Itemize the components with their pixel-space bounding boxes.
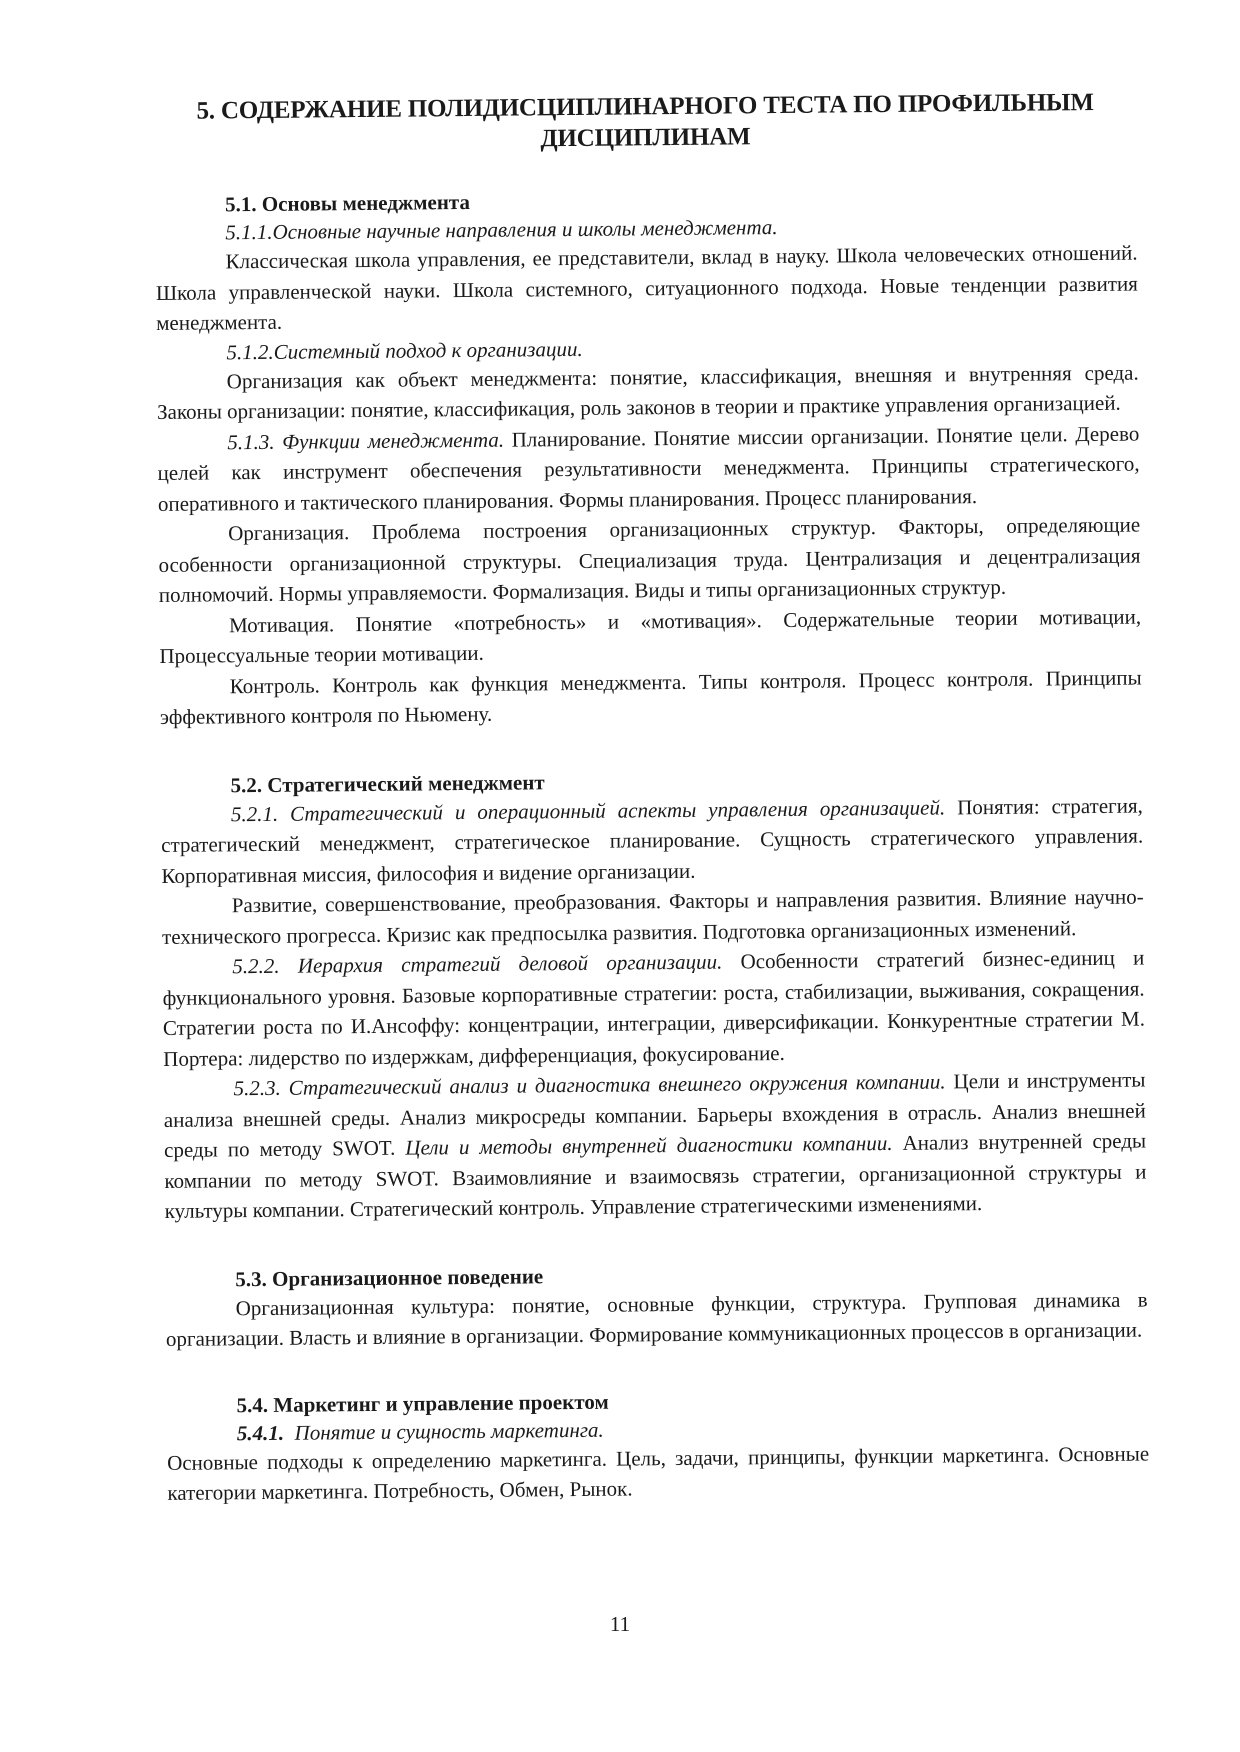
paragraph: Основные подходы к определению маркетинга. Цель, задачи, принципы, функции маркетинга. Основные категории маркетинга. Потребность, Обмен, Рынок.: [167, 1441, 1150, 1505]
document-title: 5. СОДЕРЖАНИЕ ПОЛИДИСЦИПЛИНАРНОГО ТЕСТА ПО ПРОФИЛЬНЫМ ДИСЦИПЛИНАМ: [196, 88, 1094, 153]
subsection-heading-inline: 5.1.3. Функции менеджмента.: [227, 427, 505, 454]
paragraph: [163, 1065, 1146, 1227]
paragraph: Мотивация. Понятие «потребность» и «мотивация». Содержательные теории мотивации, Процессуальные теории мотивации.: [159, 604, 1142, 668]
section-5-2: [160, 763, 1146, 1226]
paragraph-text: Понятия: стратегия, стратегический менеджмент, стратегическое планирование. Сущность стратегического управления. Корпоративная миссия, философия и видение организации.: [161, 793, 1144, 888]
paragraph: Контроль. Контроль как функция менеджмента. Типы контроля. Процесс контроля. Принципы эффективного контроля по Ньюмену.: [159, 665, 1142, 729]
paragraph-text: Цели и инструменты анализа внешней среды. Анализ микросреды компании. Барьеры вхождения в отрасль. Анализ внешней среды по методу SWOT.: [163, 1067, 1146, 1162]
subsection-heading: 5.1.1.Основные научные направления и школы менеджмента.: [225, 215, 778, 245]
section-heading: 5.2. Стратегический менеджмент: [230, 769, 545, 797]
subsection-heading-inline: 5.2.1. Стратегический и операционный аспекты управления организацией.: [230, 794, 946, 826]
subsection-heading-inline: 5.2.2. Иерархия стратегий деловой организации.: [232, 949, 723, 979]
section-5-4: [166, 1383, 1149, 1508]
page-number: 11: [609, 1612, 631, 1636]
paragraph: Организационная культура: понятие, основные функции, структура. Групповая динамика в организации. Власть и влияние в организации. Формирование коммуникационных процессов в организации.: [165, 1287, 1148, 1351]
subsection-number: 5.4.1.: [236, 1420, 285, 1445]
paragraph-text: Планирование. Понятие миссии организации. Понятие цели. Дерево целей как инструмент обеспечения результативности менеджмента. Принципы стратегического, оперативного и тактического планирования. Формы планирования. Процесс планирования.: [157, 421, 1140, 516]
page-content: [154, 87, 1150, 1509]
paragraph: Развитие, совершенствование, преобразования. Факторы и направления развития. Влияние научно-технического прогресса. Кризис как предпосылка развития. Подготовка организационных изменений.: [161, 884, 1144, 949]
subsection-title: Понятие и сущность маркетинга.: [294, 1417, 604, 1445]
paragraph-text: Особенности стратегий бизнес-единиц и функционального уровня. Базовые корпоративные стратегии: роста, стабилизации, выживания, сокращения. Стратегии роста по И.Ансоффу: концентрации, интеграции, диверсификации. Конкурентные стратегии М. Портера: лидерство по издержкам, дифференциация, фокусирование.: [162, 945, 1146, 1071]
paragraph: [161, 790, 1144, 891]
paragraph: [162, 943, 1145, 1074]
section-heading: 5.3. Организационное поведение: [235, 1263, 544, 1291]
section-heading: 5.1. Основы менеджмента: [224, 189, 471, 217]
paragraph: Организация. Проблема построения организационных структур. Факторы, определяющие особенности организационной структуры. Специализация труда. Централизация и децентрализация полномочий. Нормы управляемости. Формализация. Виды и типы организационных структур.: [158, 512, 1141, 607]
paragraph: Классическая школа управления, ее представители, вклад в науку. Школа человеческих отношений. Школа управленческой науки. Школа системного, ситуационного подхода. Новые тенденции развития менеджмента.: [155, 240, 1138, 335]
paragraph: [157, 418, 1140, 519]
section-5-1: [155, 183, 1142, 733]
subsection-heading: 5.1.2.Системный подход к организации.: [226, 336, 583, 364]
section-5-3: [165, 1257, 1148, 1354]
section-heading: 5.4. Маркетинг и управление проектом: [236, 1389, 609, 1417]
inline-italic-heading: Цели и методы внутренней диагностики компании.: [405, 1130, 893, 1160]
paragraph-text: Анализ внутренней среды компании по методу SWOT. Взаимовлияние и взаимосвязь стратегии, организационной структуры и культуры компании. Стратегический контроль. Управление стратегическими изменениями.: [164, 1128, 1147, 1223]
paragraph: Организация как объект менеджмента: понятие, классификация, внешняя и внутренняя среда. Законы организации: понятие, классификация, роль законов в теории и практике управления организацией.: [156, 360, 1139, 424]
subsection-heading-inline: 5.2.3. Стратегический анализ и диагностика внешнего окружения компании.: [233, 1069, 946, 1101]
